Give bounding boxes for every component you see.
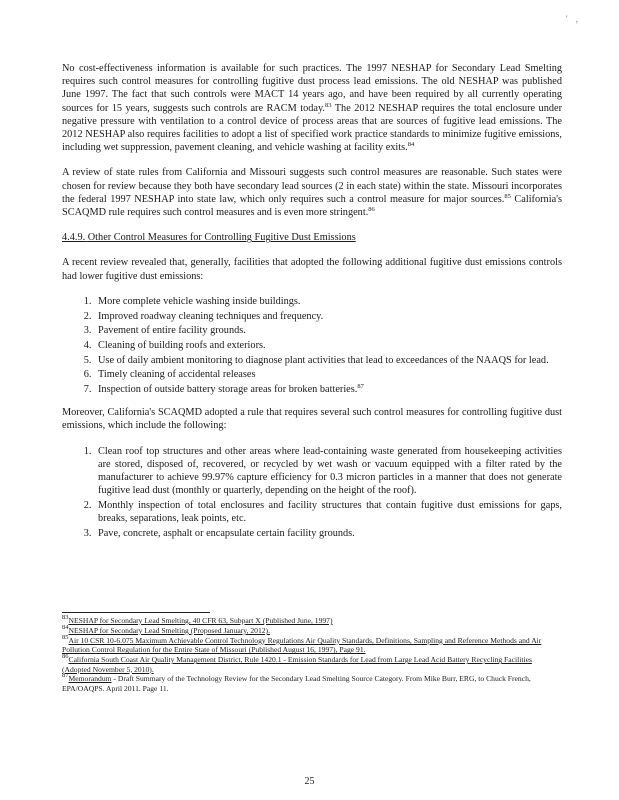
footnote-divider bbox=[62, 612, 210, 613]
section-number: 4.4.9. bbox=[62, 232, 86, 244]
footnote bbox=[62, 674, 562, 693]
footnote-citation[interactable]: NESHAP for Secondary Lead Smelting, 40 CFR 63, Subpart X (Published June, 1997) bbox=[68, 616, 333, 625]
footnote-text: - Draft Summary of the Technology Review for the Secondary Lead Smelting Source Category. From Mike Burr, ERG, to Chuck French, EPA/OAQPS. April 2011. Page 11. bbox=[62, 674, 531, 693]
footnote-number: 86 bbox=[62, 653, 69, 661]
footnote-ref[interactable]: 85 bbox=[504, 192, 511, 200]
list-item bbox=[94, 383, 562, 396]
footnote bbox=[62, 633, 562, 655]
footnote-number: 85 bbox=[62, 633, 69, 641]
footnotes bbox=[62, 616, 562, 694]
list-item: 5. Use of daily ambient monitoring to diagnose plant activities that lead to exceedances of the NAAQS for lead. bbox=[94, 354, 562, 367]
list-item: 4. Cleaning of building roofs and exteriors. bbox=[94, 339, 562, 352]
list-item: 3. Pavement of entire facility grounds. bbox=[94, 324, 562, 337]
corner-scan-mark: ' , bbox=[565, 14, 581, 24]
paragraph-intro: A recent review revealed that, generally, facilities that adopted the following additional fugitive dust emissions controls had lower fugitive dust emissions: bbox=[62, 257, 562, 282]
footnote-ref[interactable]: 84 bbox=[407, 141, 415, 149]
footnote-number: 84 bbox=[62, 623, 69, 631]
list-item-text: Inspection of outside battery storage areas for broken batteries. bbox=[98, 384, 358, 396]
section-title: Other Control Measures for Controlling Fugitive Dust Emissions bbox=[87, 232, 356, 244]
paragraph-text: California's SCAQMD rule requires such control measures and is even more stringent. bbox=[62, 193, 562, 219]
list-item: 2. Improved roadway cleaning techniques and frequency. bbox=[94, 310, 562, 323]
paragraph-neshap bbox=[62, 62, 562, 154]
footnote-number: 83 bbox=[62, 614, 69, 621]
list-item: 6. Timely cleaning of accidental releases bbox=[94, 368, 562, 381]
footnote-citation[interactable]: NESHAP for Secondary Lead Smelting (Proposed January, 2012). bbox=[68, 625, 270, 635]
paragraph-state-rules bbox=[62, 166, 562, 219]
paragraph-text: A review of state rules from California and Missouri suggests such control measures are reasonable. Such states were chosen for review because they both have secondary lead sources (2 in each state) within the state. Missouri incorporates the federal 1997 NESHAP into state law, which only requires such a control measure for major sources. bbox=[62, 167, 562, 205]
footnote-citation[interactable]: Air 10 CSR 10-6.075 Maximum Achievable Control Technology Regulations Air Quality Standards, Definitions, Sampling and Reference Methods and Air Pollution Control Regulation for the Entire State of Missouri (Published August 16, 1997), Page 91. bbox=[62, 635, 542, 655]
section-heading bbox=[62, 231, 562, 244]
scaqmd-measures-list bbox=[62, 445, 562, 540]
footnote-ref[interactable]: 86 bbox=[368, 206, 375, 214]
paragraph-text: The 2012 NESHAP requires the total enclosure under negative pressure with ventilation to a control device of process areas that are sources of fugitive lead emissions. The 2012 NESHAP also requires facilities to adopt a list of specified work practice standards to minimize fugitive emissions, including wet suppression, pavement cleaning, and vehicle washing at facility exits. bbox=[62, 102, 563, 154]
paragraph-text: No cost-effectiveness information is available for such practices. The 1997 NESHAP for Secondary Lead Smelting requires such control measures for controlling fugitive dust process lead emissions. The old NESHAP was published June 1997. The fact that such controls were MACT 14 years ago, and have been required by all currently operating sources for 15 years, suggests such controls are RACM today. bbox=[62, 63, 562, 114]
footnote bbox=[62, 616, 562, 625]
footnote-citation[interactable]: California South Coast Air Quality Management District, Rule 1420.1 - Emission Standards for Lead from Large Lead Acid Battery Recycling Facilities (Adopted November 5, 2010). bbox=[62, 655, 532, 674]
footnote-citation[interactable]: Memorandum bbox=[68, 674, 112, 684]
footnote-number: 87 bbox=[62, 672, 69, 680]
list-item: 3. Pave, concrete, asphalt or encapsulate certain facility grounds. bbox=[94, 527, 562, 540]
list-item: 2. Monthly inspection of total enclosures and facility structures that contain fugitive dust emissions for gaps, breaks, separations, leak points, etc. bbox=[94, 499, 562, 525]
list-item: 1. Clean roof top structures and other areas where lead-containing waste generated from housekeeping activities are stored, disposed of, recovered, or recycled by wet wash or vacuum equipped with a filter rated by the manufacturer to achieve 99.97% capture efficiency for 0.3 micron particles in a manner that does not generate fugitive lead dust (monthly or quarterly, depending on the height of the roof). bbox=[94, 445, 562, 498]
fugitive-dust-controls-list bbox=[62, 295, 562, 396]
footnote-ref[interactable]: 87 bbox=[357, 383, 364, 391]
list-item: 1. More complete vehicle washing inside buildings. bbox=[94, 295, 562, 308]
paragraph-scaqmd: Moreover, California's SCAQMD adopted a rule that requires several such control measures for controlling fugitive dust emissions, which include the following: bbox=[62, 407, 562, 432]
footnote bbox=[62, 623, 562, 635]
body-content bbox=[62, 62, 562, 550]
footnote bbox=[62, 655, 562, 674]
footnote-ref[interactable]: 83 bbox=[325, 101, 332, 109]
page-number: 25 bbox=[304, 776, 315, 787]
